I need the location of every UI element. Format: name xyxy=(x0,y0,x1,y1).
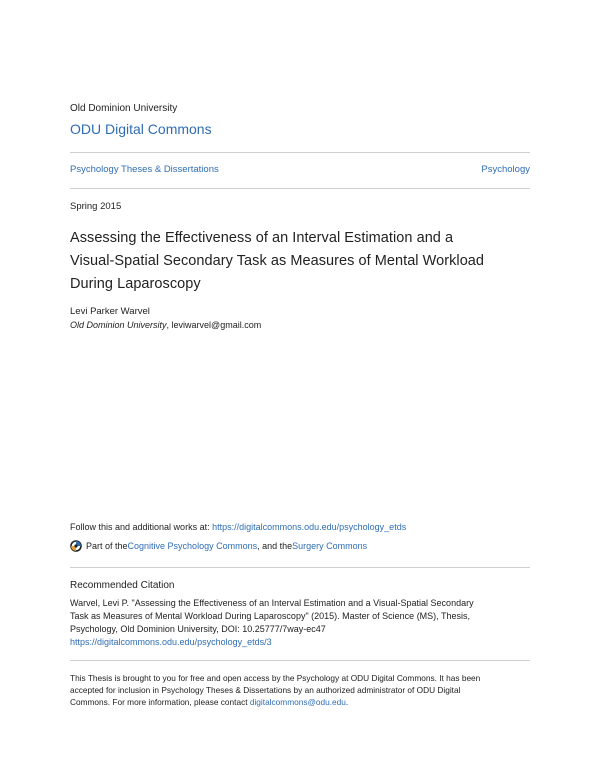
affiliation-separator: , xyxy=(166,320,172,330)
part-of-middle: , and the xyxy=(257,541,293,551)
surgery-commons-link[interactable]: Surgery Commons xyxy=(292,541,368,551)
divider-series xyxy=(70,188,530,189)
divider-citation xyxy=(70,567,530,568)
cognitive-psychology-commons-link[interactable]: Cognitive Psychology Commons xyxy=(127,541,258,551)
footer-contact-prefix: Commons. For more information, please contact xyxy=(70,697,250,707)
part-of-prefix: Part of the xyxy=(86,541,128,551)
title-line-3: During Laparoscopy xyxy=(70,276,201,292)
title-line-2: Visual-Spatial Secondary Task as Measures of Mental Workload xyxy=(70,253,485,269)
follow-line xyxy=(70,522,406,532)
footer-line-3 xyxy=(70,696,530,708)
citation-text xyxy=(70,597,530,649)
citation-line-3: Psychology, Old Dominion University, DOI: 10.25777/7way-ec47 xyxy=(70,624,326,634)
citation-line-2: Task as Measures of Mental Workload During Laparoscopy" (2015). Master of Science (MS), Thesis, xyxy=(70,611,471,621)
footer-contact-suffix: . xyxy=(345,697,349,707)
access-statement xyxy=(70,672,530,708)
institution-name: Old Dominion University xyxy=(70,103,178,114)
collection-link[interactable]: ODU Digital Commons xyxy=(70,121,212,137)
author-name: Levi Parker Warvel xyxy=(70,306,150,317)
footer-line-2: accepted for inclusion in Psychology Theses & Dissertations by an authorized administrator of ODU Digital xyxy=(70,685,461,695)
divider-top xyxy=(70,152,530,153)
author-email: leviwarvel@gmail.com xyxy=(171,320,262,330)
affiliation-name: Old Dominion University xyxy=(70,320,167,330)
discipline-link[interactable]: Psychology xyxy=(481,164,530,175)
commons-network-icon xyxy=(70,540,82,552)
citation-line-1: Warvel, Levi P. "Assessing the Effectiveness of an Interval Estimation and a Visual-Spatial Secondary xyxy=(70,598,474,608)
series-link[interactable]: Psychology Theses & Dissertations xyxy=(70,164,219,175)
follow-prefix: Follow this and additional works at: xyxy=(70,522,213,532)
document-title xyxy=(70,227,540,296)
follow-url-link[interactable]: https://digitalcommons.odu.edu/psychology_etds xyxy=(212,522,407,532)
author-affiliation xyxy=(70,320,261,330)
divider-footer xyxy=(70,660,530,661)
part-of-line xyxy=(70,540,367,552)
citation-url-link[interactable]: https://digitalcommons.odu.edu/psychology_etds/3 xyxy=(70,637,272,647)
citation-heading: Recommended Citation xyxy=(70,580,175,591)
contact-email-link[interactable]: digitalcommons@odu.edu xyxy=(249,697,346,707)
footer-line-1: This Thesis is brought to you for free and open access by the Psychology at ODU Digital Commons. It has been xyxy=(70,673,481,683)
title-line-1: Assessing the Effectiveness of an Interval Estimation and a xyxy=(70,230,454,246)
publication-date: Spring 2015 xyxy=(70,201,122,212)
